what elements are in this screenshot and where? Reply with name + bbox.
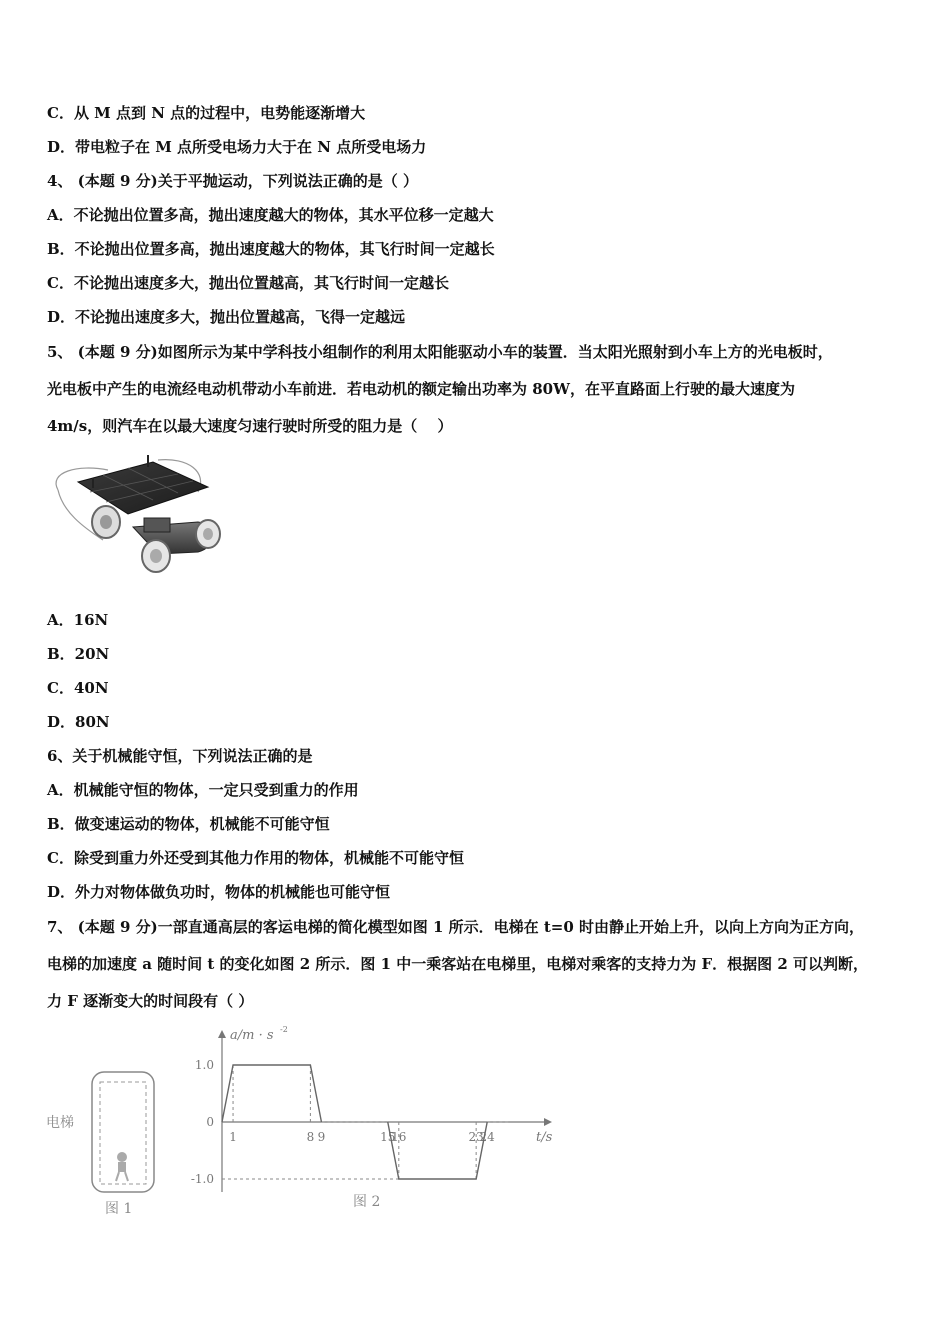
y-tick-label: -1.0 (190, 1172, 214, 1186)
figure-1 (46, 1072, 154, 1217)
q4-option-c: C．不论抛出速度多大，抛出位置越高，其飞行时间一定越长 (47, 274, 449, 292)
x-tick-label: 24 (479, 1130, 495, 1144)
q6-option-b: B．做变速运动的物体，机械能不可能守恒 (47, 815, 330, 833)
q4-option-a: A．不论抛出位置多高，抛出速度越大的物体，其水平位移一定越大 (47, 206, 494, 224)
y-axis-arrow (218, 1030, 226, 1038)
y-axis-label-exponent: -2 (280, 1025, 288, 1034)
x-tick-label: 23 (468, 1130, 484, 1144)
q4-option-b: B．不论抛出位置多高，抛出速度越大的物体，其飞行时间一定越长 (47, 240, 495, 258)
passenger-icon (116, 1152, 128, 1181)
q5-stem-line1: 5、 (本题 9 分)如图所示为某中学科技小组制作的利用太阳能驱动小车的装置．当太阳光照射到小车上方的光电板时， (47, 343, 833, 361)
y-tick-label: 0 (206, 1115, 214, 1129)
q7-stem-line3: 力 F 逐渐变大的时间段有（ ） (47, 992, 254, 1010)
x-tick-label: 15 (380, 1130, 396, 1144)
elevator-side-label: 电梯 (46, 1115, 74, 1131)
q5-stem-line2: 光电板中产生的电流经电动机带动小车前进．若电动机的额定输出功率为 80W，在平直路面上行驶的最大速度为 (47, 380, 795, 398)
q6-stem: 6、关于机械能守恒，下列说法正确的是 (47, 747, 313, 765)
q3-option-c: C．从 M 点到 N 点的过程中，电势能逐渐增大 (47, 104, 366, 122)
q3-option-d: D．带电粒子在 M 点所受电场力大于在 N 点所受电场力 (47, 138, 427, 156)
q7-stem-line1: 7、 (本题 9 分)一部直通高层的客运电梯的简化模型如图 1 所示．电梯在 t=0 时由静止开始上升，以向上方向为正方向， (47, 918, 864, 936)
y-tick-label: 1.0 (194, 1058, 214, 1072)
x-axis-label: t/s (536, 1130, 553, 1145)
figure-2-caption: 图 2 (353, 1194, 381, 1210)
x-tick-label: 16 (391, 1130, 407, 1144)
figure-2-chart (191, 1025, 553, 1210)
q5-option-d: D．80N (47, 713, 110, 731)
y-axis-label: a/m · s (230, 1028, 274, 1043)
q4-option-d: D．不论抛出速度多大，抛出位置越高，飞得一定越远 (47, 308, 406, 326)
figure-1-caption: 图 1 (105, 1201, 133, 1217)
x-tick-label: 8 (306, 1130, 315, 1144)
q5-option-a: A．16N (47, 611, 109, 629)
x-axis-arrow (544, 1118, 552, 1126)
elevator-figures (40, 1020, 570, 1225)
q7-stem-line2: 电梯的加速度 a 随时间 t 的变化如图 2 所示．图 1 中一乘客站在电梯里，电梯对乘客的支持力为 F．根据图 2 可以判断， (47, 955, 869, 973)
q6-option-a: A．机械能守恒的物体，一定只受到重力的作用 (47, 781, 359, 799)
q6-option-d: D．外力对物体做负功时，物体的机械能也可能守恒 (47, 883, 391, 901)
q6-option-c: C．除受到重力外还受到其他力作用的物体，机械能不可能守恒 (47, 849, 464, 867)
elevator-car (92, 1072, 154, 1192)
q5-stem-line3: 4m/s，则汽车在以最大速度匀速行驶时所受的阻力是（ ） (47, 417, 453, 435)
x-tick-label: 9 (317, 1130, 326, 1144)
q4-stem: 4、 (本题 9 分)关于平抛运动，下列说法正确的是（ ） (47, 172, 418, 190)
x-tick-label: 1 (229, 1130, 237, 1144)
q5-option-b: B．20N (47, 645, 110, 663)
acceleration-series-line (222, 1065, 321, 1122)
solar-car-figure (48, 452, 228, 580)
q5-option-c: C．40N (47, 679, 109, 697)
